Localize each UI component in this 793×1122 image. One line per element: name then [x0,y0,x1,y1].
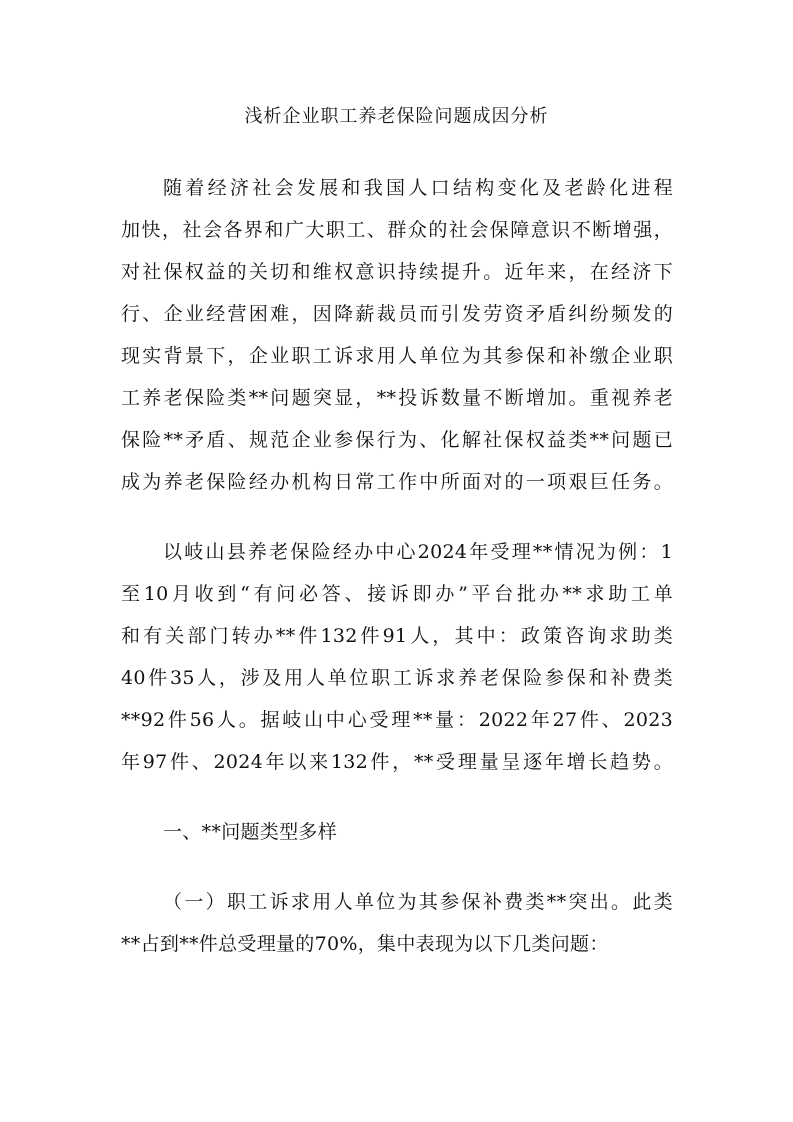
paragraph-line: 对社保权益的关切和维权意识持续提升。近年来，在经济下 [121,261,673,283]
paragraph-line: 成为养老保险经办机构日常工作中所面对的一项艰巨任务。 [121,471,673,493]
paragraph-line: 随着经济社会发展和我国人口结构变化及老龄化进程 [163,177,673,199]
paragraph-line: 工养老保险类**问题突显，**投诉数量不断增加。重视养老 [121,387,673,409]
paragraph-line: 保险**矛盾、规范企业参保行为、化解社保权益类**问题已 [121,429,673,451]
paragraph-line: 和有关部门转办**件132件91人，其中：政策咨询求助类 [121,625,673,647]
paragraph-line: 加快，社会各界和广大职工、群众的社会保障意识不断增强， [121,219,673,241]
paragraph-line: 现实背景下，企业职工诉求用人单位为其参保和补缴企业职 [121,345,673,367]
paragraph-line: 至10月收到“有问必答、接诉即办”平台批办**求助工单 [121,583,673,605]
paragraph-line: 年97件、2024年以来132件，**受理量呈逐年增长趋势。 [121,751,673,773]
paragraph-line: 40件35人，涉及用人单位职工诉求养老保险参保和补费类 [121,667,673,689]
paragraph-line: （一）职工诉求用人单位为其参保补费类**突出。此类 [163,891,673,913]
paragraph-line: 行、企业经营困难，因降薪裁员而引发劳资矛盾纠纷频发的 [121,303,673,325]
paragraph-line: **占到**件总受理量的70%，集中表现为以下几类问题： [121,933,609,955]
document-title: 浅析企业职工养老保险问题成因分析 [244,106,549,127]
paragraph-line: 以岐山县养老保险经办中心2024年受理**情况为例：1 [163,541,673,563]
paragraph-line: **92件56人。据岐山中心受理**量：2022年27件、2023 [121,709,673,731]
section-heading: 一、**问题类型多样 [163,821,338,843]
